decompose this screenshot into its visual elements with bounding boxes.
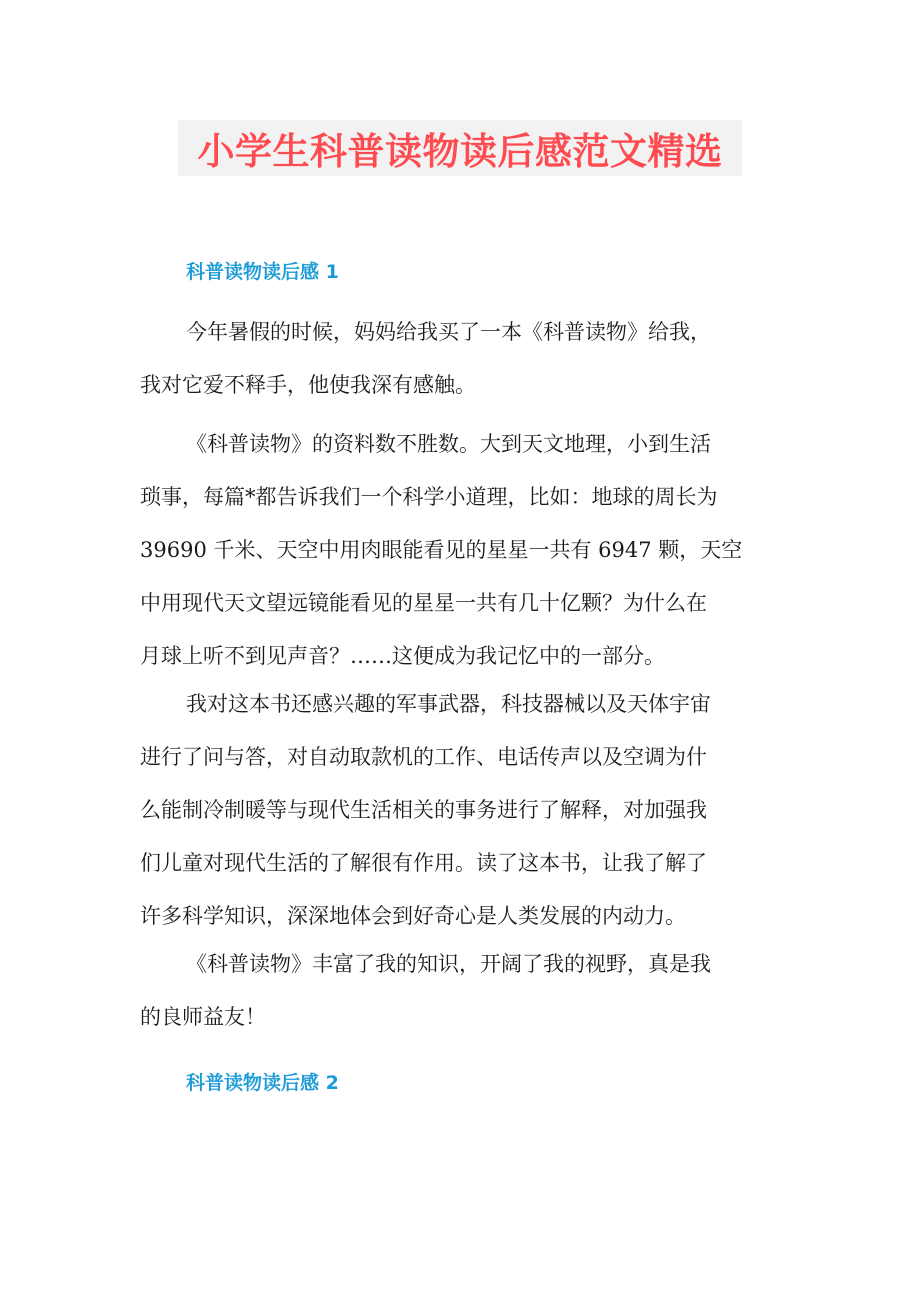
text-line: 《科普读物》的资料数不胜数。大到天文地理，小到生活 — [186, 432, 711, 456]
text-line: 的良师益友！ — [140, 1005, 266, 1029]
text-line: 琐事，每篇*都告诉我们一个科学小道理，比如：地球的周长为 — [140, 485, 718, 509]
text-line: 许多科学知识，深深地体会到好奇心是人类发展的内动力。 — [140, 904, 686, 928]
text-line: 我对它爱不释手，他使我深有感触。 — [140, 373, 476, 397]
text-line: 今年暑假的时候，妈妈给我买了一本《科普读物》给我， — [186, 320, 711, 344]
section-heading-1: 科普读物读后感 1 — [186, 261, 339, 283]
text-line: 39690 千米、天空中用肉眼能看见的星星一共有 6947 颗，天空 — [140, 538, 743, 562]
paragraph-4 — [140, 938, 780, 1044]
text-line: 中用现代天文望远镜能看见的星星一共有几十亿颗？为什么在 — [140, 591, 707, 615]
paragraph-2 — [140, 418, 780, 683]
paragraph-1 — [140, 306, 780, 412]
text-line: 们儿童对现代生活的了解很有作用。读了这本书，让我了解了 — [140, 851, 707, 875]
text-line: 《科普读物》丰富了我的知识，开阔了我的视野，真是我 — [186, 952, 711, 976]
paragraph-3 — [140, 678, 780, 943]
section-heading-2: 科普读物读后感 2 — [186, 1072, 339, 1094]
text-line: 进行了问与答，对自动取款机的工作、电话传声以及空调为什 — [140, 745, 707, 769]
title-banner — [178, 120, 742, 176]
document-title: 小学生科普读物读后感范文精选 — [197, 130, 723, 173]
text-line: 月球上听不到见声音？……这便成为我记忆中的一部分。 — [140, 644, 665, 668]
text-line: 么能制冷制暖等与现代生活相关的事务进行了解释，对加强我 — [140, 798, 707, 822]
text-line: 我对这本书还感兴趣的军事武器，科技器械以及天体宇宙 — [186, 692, 711, 716]
